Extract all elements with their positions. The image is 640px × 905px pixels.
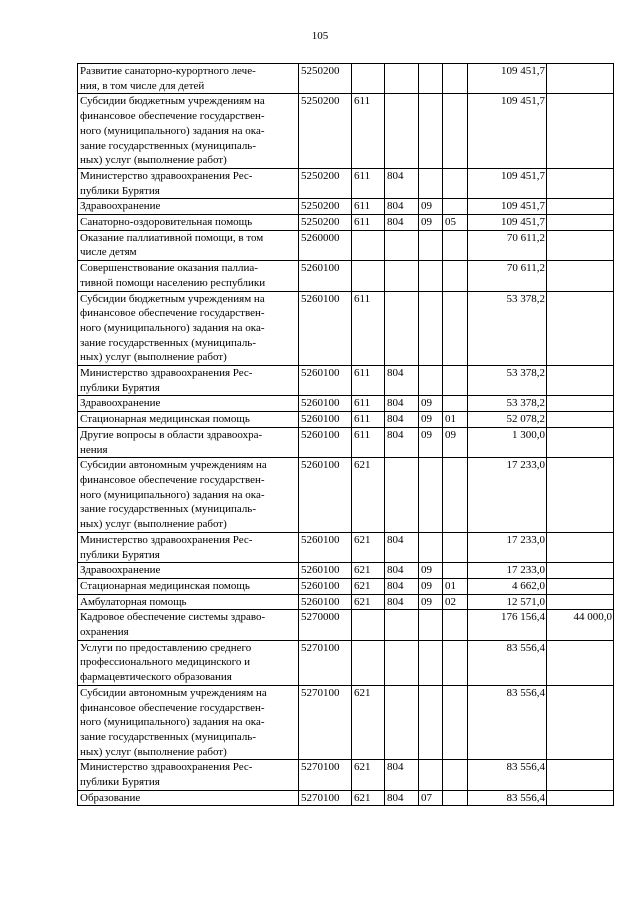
row-extra-amount [547, 685, 614, 760]
row-name-line: Совершенствование оказания паллиа- [80, 262, 258, 275]
row-name-line: профессионального медицинского и [80, 656, 250, 669]
row-name-line: ного (муниципального) задания на ока- [80, 124, 265, 137]
row-target-code: 5260100 [299, 366, 352, 396]
row-section [419, 640, 443, 685]
row-subsection [443, 563, 468, 579]
row-name [78, 760, 299, 790]
row-section: 09 [419, 199, 443, 215]
row-name [78, 640, 299, 685]
row-name-line: ного (муниципального) задания на ока- [80, 716, 265, 729]
row-ministry-code: 804 [385, 215, 419, 231]
table-row [78, 685, 614, 760]
row-name-line: Развитие санаторно-курортного лече- [80, 65, 256, 77]
table-row [78, 458, 614, 533]
row-extra-amount [547, 291, 614, 366]
row-name-line: ных) услуг (выполнение работ) [80, 745, 227, 758]
table-row [78, 427, 614, 457]
row-ministry-code: 804 [385, 199, 419, 215]
row-expense-type [352, 230, 385, 260]
row-target-code: 5270000 [299, 610, 352, 640]
budget-table [77, 63, 614, 806]
row-name [78, 64, 299, 94]
row-name [78, 563, 299, 579]
row-ministry-code: 804 [385, 563, 419, 579]
row-ministry-code: 804 [385, 427, 419, 457]
row-name-line: Субсидии автономным учреждениям на [80, 686, 267, 699]
row-expense-type: 611 [352, 412, 385, 428]
table-row [78, 261, 614, 291]
table-row [78, 64, 614, 94]
row-name-line: охранения [80, 626, 129, 639]
row-ministry-code [385, 261, 419, 291]
row-name-line: финансовое обеспечение государствен- [80, 701, 265, 714]
row-subsection [443, 291, 468, 366]
row-extra-amount [547, 427, 614, 457]
row-name [78, 685, 299, 760]
row-section [419, 261, 443, 291]
table-row [78, 412, 614, 428]
table-row [78, 230, 614, 260]
row-amount: 83 556,4 [468, 790, 547, 806]
row-name-line: ных) услуг (выполнение работ) [80, 351, 227, 364]
row-amount: 17 233,0 [468, 563, 547, 579]
row-extra-amount [547, 396, 614, 412]
row-name-line: зание государственных (муниципаль- [80, 336, 256, 349]
row-extra-amount [547, 760, 614, 790]
row-name [78, 610, 299, 640]
row-extra-amount [547, 458, 614, 533]
row-name-line: Оказание паллиативной помощи, в том [80, 231, 264, 244]
row-extra-amount [547, 640, 614, 685]
row-expense-type: 621 [352, 790, 385, 806]
row-name-line: фармацевтического образования [80, 671, 232, 684]
row-name-line: публики Бурятия [80, 548, 160, 561]
row-amount: 52 078,2 [468, 412, 547, 428]
row-name [78, 427, 299, 457]
row-ministry-code: 804 [385, 594, 419, 610]
row-name [78, 94, 299, 169]
row-name [78, 230, 299, 260]
row-name [78, 366, 299, 396]
row-name-line: тивной помощи населению республики [80, 276, 266, 289]
row-subsection [443, 199, 468, 215]
row-ministry-code: 804 [385, 366, 419, 396]
table-row [78, 215, 614, 231]
row-subsection [443, 94, 468, 169]
row-name-line: числе детям [80, 246, 137, 259]
table-row [78, 168, 614, 198]
row-name [78, 532, 299, 562]
row-ministry-code [385, 64, 419, 94]
row-target-code: 5250200 [299, 215, 352, 231]
row-extra-amount: 44 000,0 [547, 610, 614, 640]
row-name-line: Другие вопросы в области здравоохра- [80, 428, 263, 441]
row-section [419, 291, 443, 366]
row-section: 09 [419, 215, 443, 231]
row-ministry-code [385, 685, 419, 760]
row-target-code: 5260100 [299, 458, 352, 533]
row-amount: 70 611,2 [468, 230, 547, 260]
row-expense-type: 621 [352, 685, 385, 760]
row-target-code: 5260100 [299, 563, 352, 579]
row-extra-amount [547, 532, 614, 562]
row-subsection: 01 [443, 578, 468, 594]
row-subsection [443, 458, 468, 533]
table-row [78, 291, 614, 366]
row-extra-amount [547, 199, 614, 215]
row-expense-type [352, 610, 385, 640]
row-name-line: ния, в том числе для детей [80, 79, 205, 92]
row-expense-type: 611 [352, 94, 385, 169]
row-subsection [443, 760, 468, 790]
row-ministry-code [385, 458, 419, 533]
row-name-line: ных) услуг (выполнение работ) [80, 518, 227, 531]
row-expense-type: 611 [352, 199, 385, 215]
row-ministry-code [385, 291, 419, 366]
row-extra-amount [547, 594, 614, 610]
row-name-line: Министерство здравоохранения Рес- [80, 761, 253, 774]
row-name-line: Субсидии бюджетным учреждениям на [80, 292, 265, 305]
row-name-line: зание государственных (муниципаль- [80, 503, 256, 516]
table-row [78, 366, 614, 396]
row-name-line: Министерство здравоохранения Рес- [80, 533, 253, 546]
row-expense-type [352, 64, 385, 94]
row-expense-type: 621 [352, 532, 385, 562]
row-target-code: 5270100 [299, 760, 352, 790]
row-section [419, 168, 443, 198]
row-target-code: 5260100 [299, 291, 352, 366]
row-subsection [443, 64, 468, 94]
row-target-code: 5260100 [299, 532, 352, 562]
row-name-line: Министерство здравоохранения Рес- [80, 367, 253, 380]
row-extra-amount [547, 366, 614, 396]
row-name-line: Здравоохранение [80, 397, 161, 410]
row-ministry-code [385, 610, 419, 640]
row-name [78, 412, 299, 428]
table-row [78, 610, 614, 640]
row-name [78, 261, 299, 291]
row-subsection [443, 640, 468, 685]
row-amount: 176 156,4 [468, 610, 547, 640]
row-amount: 109 451,7 [468, 64, 547, 94]
row-target-code: 5250200 [299, 94, 352, 169]
row-section: 09 [419, 594, 443, 610]
table-body [78, 64, 614, 806]
row-name-line: публики Бурятия [80, 776, 160, 789]
row-section: 09 [419, 412, 443, 428]
row-ministry-code [385, 230, 419, 260]
row-name-line: Министерство здравоохранения Рес- [80, 169, 253, 182]
row-target-code: 5250200 [299, 199, 352, 215]
row-amount: 109 451,7 [468, 94, 547, 169]
row-expense-type: 611 [352, 168, 385, 198]
row-name [78, 578, 299, 594]
row-name-line: Здравоохранение [80, 564, 161, 577]
row-name [78, 458, 299, 533]
row-amount: 17 233,0 [468, 458, 547, 533]
row-subsection [443, 685, 468, 760]
row-amount: 70 611,2 [468, 261, 547, 291]
row-ministry-code [385, 640, 419, 685]
row-name-line: Субсидии автономным учреждениям на [80, 459, 267, 472]
row-expense-type [352, 640, 385, 685]
row-name-line: финансовое обеспечение государствен- [80, 307, 265, 320]
row-extra-amount [547, 230, 614, 260]
row-amount: 12 571,0 [468, 594, 547, 610]
row-expense-type: 621 [352, 578, 385, 594]
row-section [419, 230, 443, 260]
row-amount: 109 451,7 [468, 199, 547, 215]
row-target-code: 5260000 [299, 230, 352, 260]
row-extra-amount [547, 790, 614, 806]
row-amount: 4 662,0 [468, 578, 547, 594]
row-name [78, 790, 299, 806]
table-row [78, 199, 614, 215]
row-name [78, 594, 299, 610]
table-row [78, 594, 614, 610]
row-extra-amount [547, 563, 614, 579]
row-name-line: Амбулаторная помощь [80, 595, 187, 608]
row-expense-type: 611 [352, 291, 385, 366]
row-ministry-code: 804 [385, 396, 419, 412]
row-expense-type: 611 [352, 215, 385, 231]
row-amount: 83 556,4 [468, 760, 547, 790]
row-target-code: 5260100 [299, 594, 352, 610]
row-target-code: 5250200 [299, 64, 352, 94]
row-section: 09 [419, 578, 443, 594]
row-name-line: Образование [80, 791, 141, 804]
row-name-line: Стационарная медицинская помощь [80, 579, 250, 592]
row-section [419, 64, 443, 94]
row-name-line: публики Бурятия [80, 381, 160, 394]
row-section [419, 610, 443, 640]
row-target-code: 5260100 [299, 427, 352, 457]
row-expense-type: 611 [352, 427, 385, 457]
row-name-line: нения [80, 443, 108, 456]
row-name-line: финансовое обеспечение государствен- [80, 473, 265, 486]
row-name-line: зание государственных (муниципаль- [80, 730, 256, 743]
row-name-line: финансовое обеспечение государствен- [80, 110, 265, 123]
row-section [419, 760, 443, 790]
row-ministry-code: 804 [385, 578, 419, 594]
row-section: 09 [419, 396, 443, 412]
row-name-line: зание государственных (муниципаль- [80, 139, 256, 152]
row-target-code: 5270100 [299, 685, 352, 760]
row-expense-type: 611 [352, 366, 385, 396]
row-subsection [443, 790, 468, 806]
row-name [78, 396, 299, 412]
row-ministry-code: 804 [385, 760, 419, 790]
row-extra-amount [547, 412, 614, 428]
row-subsection: 05 [443, 215, 468, 231]
row-extra-amount [547, 168, 614, 198]
table-row [78, 790, 614, 806]
row-name-line: Услуги по предоставлению среднего [80, 641, 252, 654]
row-name-line: Здравоохранение [80, 200, 161, 213]
row-subsection [443, 168, 468, 198]
row-subsection [443, 532, 468, 562]
row-expense-type [352, 261, 385, 291]
row-subsection [443, 230, 468, 260]
row-target-code: 5260100 [299, 578, 352, 594]
row-section: 07 [419, 790, 443, 806]
row-name-line: ного (муниципального) задания на ока- [80, 321, 265, 334]
table-row [78, 532, 614, 562]
row-ministry-code: 804 [385, 412, 419, 428]
row-name [78, 291, 299, 366]
row-amount: 53 378,2 [468, 396, 547, 412]
row-amount: 53 378,2 [468, 366, 547, 396]
row-target-code: 5250200 [299, 168, 352, 198]
table-row [78, 563, 614, 579]
row-amount: 53 378,2 [468, 291, 547, 366]
row-name-line: Стационарная медицинская помощь [80, 413, 250, 426]
row-subsection: 02 [443, 594, 468, 610]
row-expense-type: 621 [352, 563, 385, 579]
row-amount: 1 300,0 [468, 427, 547, 457]
row-section [419, 366, 443, 396]
row-subsection: 09 [443, 427, 468, 457]
row-amount: 17 233,0 [468, 532, 547, 562]
row-subsection: 01 [443, 412, 468, 428]
row-section [419, 685, 443, 760]
row-subsection [443, 366, 468, 396]
row-expense-type: 621 [352, 458, 385, 533]
row-extra-amount [547, 94, 614, 169]
row-section [419, 532, 443, 562]
row-subsection [443, 610, 468, 640]
row-ministry-code [385, 94, 419, 169]
row-extra-amount [547, 64, 614, 94]
page-number: 105 [311, 30, 329, 42]
row-amount: 109 451,7 [468, 168, 547, 198]
row-extra-amount [547, 261, 614, 291]
row-extra-amount [547, 215, 614, 231]
row-target-code: 5260100 [299, 396, 352, 412]
row-target-code: 5260100 [299, 261, 352, 291]
row-name-line: публики Бурятия [80, 184, 160, 197]
row-expense-type: 611 [352, 396, 385, 412]
row-ministry-code: 804 [385, 790, 419, 806]
table-row [78, 760, 614, 790]
row-name-line: Кадровое обеспечение системы здраво- [80, 611, 266, 624]
table-row [78, 640, 614, 685]
table-row [78, 94, 614, 169]
row-name [78, 215, 299, 231]
row-target-code: 5270100 [299, 640, 352, 685]
row-name-line: Субсидии бюджетным учреждениям на [80, 95, 265, 108]
row-expense-type: 621 [352, 594, 385, 610]
row-section [419, 94, 443, 169]
row-target-code: 5260100 [299, 412, 352, 428]
row-amount: 83 556,4 [468, 640, 547, 685]
row-section: 09 [419, 563, 443, 579]
row-section: 09 [419, 427, 443, 457]
row-section [419, 458, 443, 533]
row-ministry-code: 804 [385, 532, 419, 562]
row-name-line: Санаторно-оздоровительная помощь [80, 216, 253, 229]
row-subsection [443, 261, 468, 291]
table-row [78, 396, 614, 412]
row-name-line: ных) услуг (выполнение работ) [80, 154, 227, 167]
row-name [78, 199, 299, 215]
row-ministry-code: 804 [385, 168, 419, 198]
row-name [78, 168, 299, 198]
row-amount: 109 451,7 [468, 215, 547, 231]
row-target-code: 5270100 [299, 790, 352, 806]
row-amount: 83 556,4 [468, 685, 547, 760]
row-subsection [443, 396, 468, 412]
row-name-line: ного (муниципального) задания на ока- [80, 488, 265, 501]
row-expense-type: 621 [352, 760, 385, 790]
table-row [78, 578, 614, 594]
row-extra-amount [547, 578, 614, 594]
